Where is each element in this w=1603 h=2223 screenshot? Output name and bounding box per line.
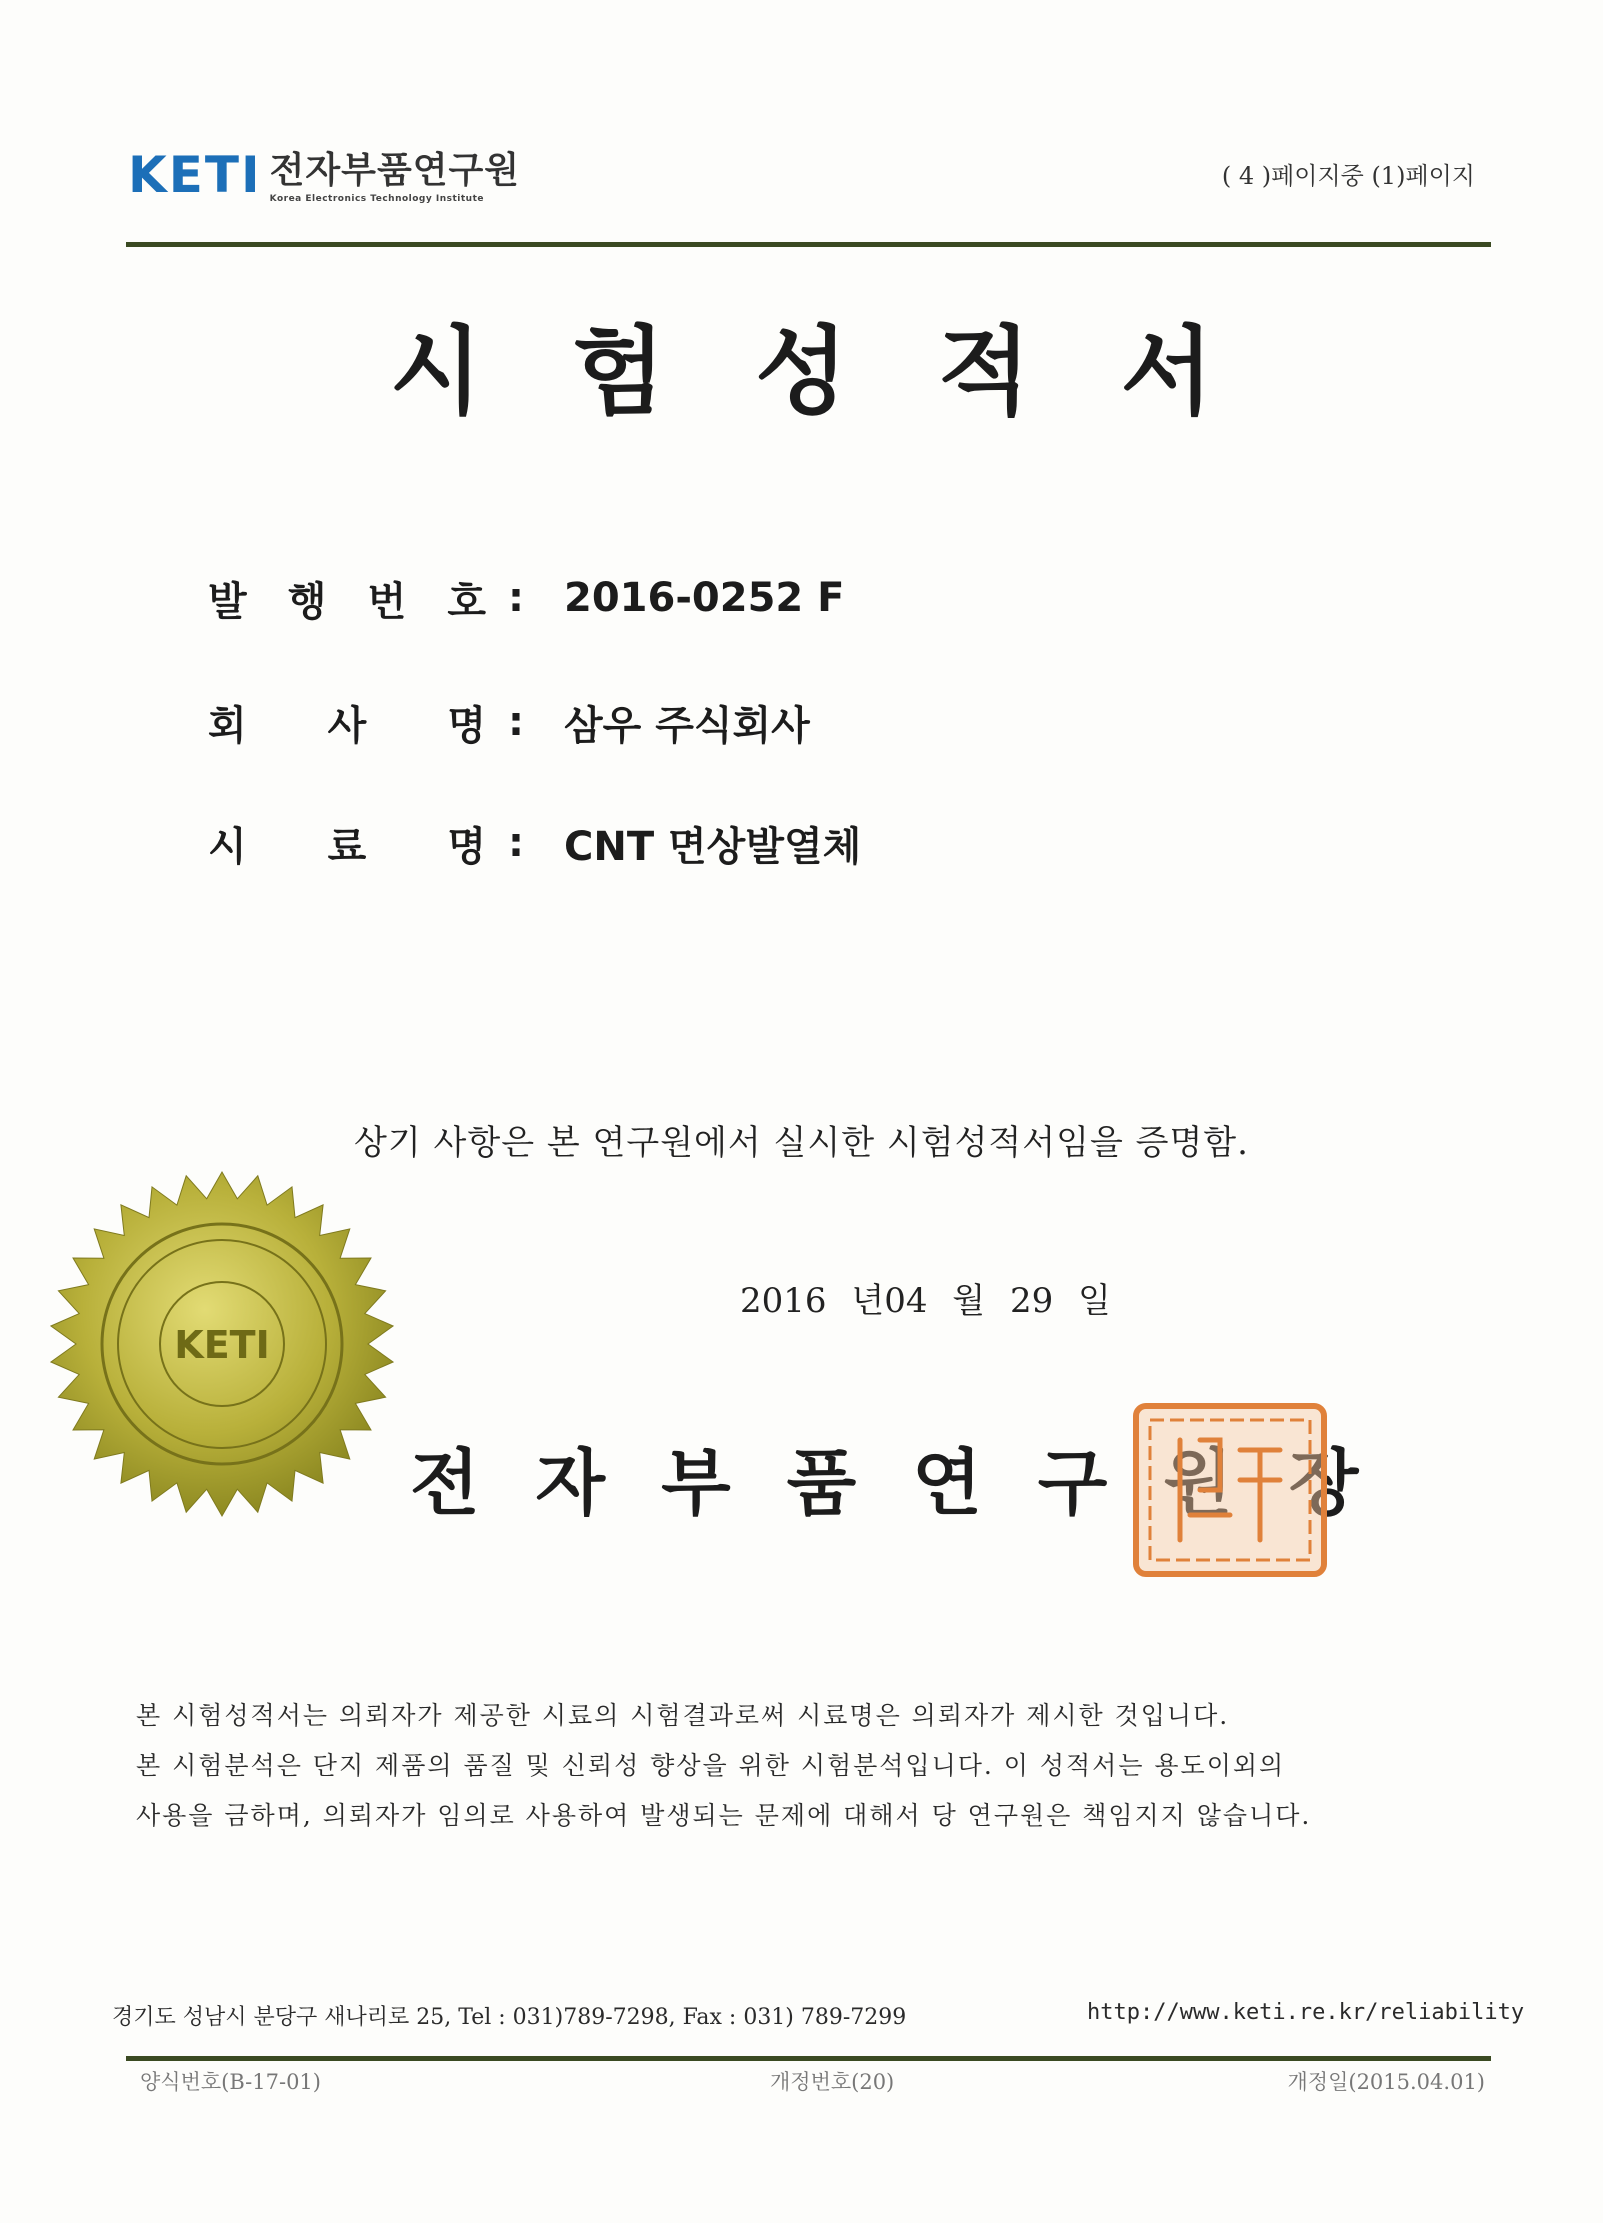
sample-name-value: CNT 면상발열체 bbox=[564, 823, 862, 870]
form-number: 양식번호(B-17-01) bbox=[140, 2070, 321, 2094]
date-day: 29 bbox=[1009, 1281, 1054, 1321]
info-colon: : bbox=[508, 699, 524, 745]
info-colon: : bbox=[508, 820, 524, 866]
info-label: 발 행 번 호 bbox=[208, 578, 486, 625]
seal-text: KETI bbox=[174, 1323, 270, 1367]
date-year: 2016 bbox=[740, 1281, 827, 1321]
keti-logo bbox=[128, 146, 521, 204]
info-row-issue-number bbox=[208, 573, 845, 623]
footer-address: 경기도 성남시 분당구 새나리로 25, Tel : 031)789-7298, Fax : 031) 789-7299 bbox=[112, 2005, 907, 2030]
info-row-sample-name bbox=[208, 818, 861, 868]
logo-name: 전자부품연구원 bbox=[269, 150, 521, 191]
disclaimer-line: 본 시험성적서는 의뢰자가 제공한 시료의 시험결과로써 시료명은 의뢰자가 제시한 것입니다. bbox=[136, 1701, 1230, 1730]
footer-divider bbox=[126, 2056, 1491, 2061]
info-colon: : bbox=[508, 575, 524, 621]
info-row-company-name bbox=[208, 697, 810, 747]
date-day-unit: 일 bbox=[1078, 1281, 1111, 1321]
logo-mark: KETI bbox=[128, 146, 262, 204]
date-month: 04 bbox=[884, 1281, 928, 1321]
disclaimer bbox=[136, 1700, 1496, 1850]
document-title: 시험성적서 bbox=[389, 316, 1304, 428]
footer-url: http://www.keti.re.kr/reliability bbox=[1087, 2000, 1525, 2025]
issue-date bbox=[740, 1273, 1111, 1322]
issue-number-value: 2016-0252 F bbox=[564, 575, 845, 621]
official-stamp-icon bbox=[1130, 1400, 1330, 1580]
info-label: 회 사 명 bbox=[208, 702, 486, 749]
revision-date: 개정일(2015.04.01) bbox=[1287, 2070, 1485, 2094]
signatory-title: 전자부품연구원장 bbox=[410, 1441, 1415, 1525]
header-divider bbox=[126, 242, 1491, 247]
disclaimer-line: 본 시험분석은 단지 제품의 품질 및 신뢰성 향상을 위한 시험분석입니다. 이 성적서는 용도이외의 bbox=[136, 1751, 1286, 1780]
company-name-value: 삼우 주식회사 bbox=[564, 702, 810, 749]
gold-seal-icon bbox=[48, 1170, 396, 1518]
page-indicator: ( 4 )페이지중 (1)페이지 bbox=[1221, 162, 1475, 190]
logo-english-name: Korea Electronics Technology Institute bbox=[269, 194, 484, 204]
date-month-unit: 월 bbox=[952, 1281, 986, 1321]
revision-number: 개정번호(20) bbox=[770, 2070, 895, 2094]
certification-statement: 상기 사항은 본 연구원에서 실시한 시험성적서임을 증명함. bbox=[354, 1123, 1249, 1163]
disclaimer-line: 사용을 금하며, 의뢰자가 임의로 사용하여 발생되는 문제에 대해서 당 연구원은 책임지지 않습니다. bbox=[136, 1801, 1312, 1830]
date-year-unit: 년 bbox=[851, 1281, 885, 1321]
info-label: 시 료 명 bbox=[208, 823, 486, 870]
